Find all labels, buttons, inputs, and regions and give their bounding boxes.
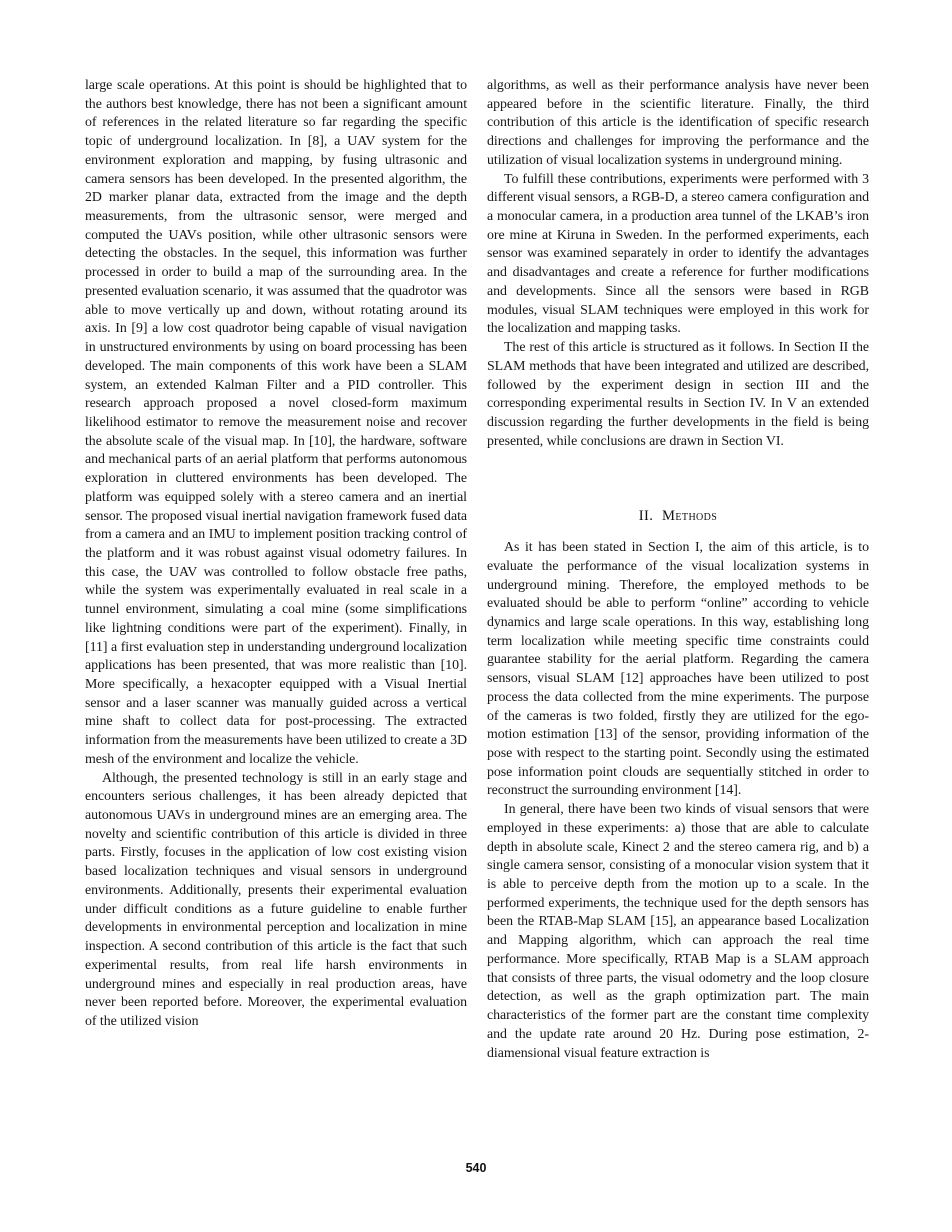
paragraph: large scale operations. At this point is should be highlighted that to the authors best knowledge, there has not been a significant amount of references in the related literature so far regarding the specific topic of underground localization. In [8], a UAV system for the environment exploration and mapping, by fusing ultrasonic and camera sensors has been developed. In the presented algorithm, the 2D marker planar data, extracted from the image and the depth measurements, from the ultrasonic sensor, were merged and computed the UAVs position, while other ultrasonic sensors were detecting the obstacles. In the sequel, this information was further processed in order to build a map of the surrounding area. In the presented evaluation scenario, it was assumed that the quadrotor was able to move vertically up and down, without rotating around its axis. In [9] a low cost quadrotor being capable of visual navigation in unstructured environments by using on board processing has been developed. The main components of this work have been a SLAM system, an extended Kalman Filter and a PID controller. This research approach proposed a novel closed-form maximum likelihood estimator to remove the measurement noise and recover the absolute scale of the visual map. In [10], the hardware, software and mechanical parts of an aerial platform that performs autonomous exploration in cluttered environments has been developed. The platform was equipped solely with a stereo camera and an inertial sensor. The proposed visual inertial navigation framework fused data from a camera and an IMU to implement position tracking control of the platform and it was robust against visual odometry failures. In this case, the UAV was controlled to follow obstacle free paths, while the system was experimentally evaluated in real scale in a tunnel environment, simulating a coal mine (some simplifications like lightning conditions were part of the experiment). Finally, in [11] a first evaluation step in understanding underground localization applications has been presented, that was more realistic than [10]. More specifically, a hexacopter equipped with a Visual Inertial sensor and a laser scanner was manually guided across a vertical mine shaft to collect data for post-processing. The extracted information from the measurements have been utilized to create a 3D mesh of the environment and localize the vehicle. bbox=[85, 78, 467, 767]
paragraph: As it has been stated in Section I, the aim of this article, is to evaluate the performance of the visual localization systems in underground mining. Therefore, the employed methods to be evaluated should be able to perform “online” according to vehicle dynamics and large scale operations. In this way, establishing long term localization while meeting specific time constraints could guarantee stability for the aerial platform. Regarding the camera sensors, visual SLAM [12] approaches have been utilized to post process the data collected from the mine experiments. The purpose of the cameras is two folded, firstly they are utilized for the ego-motion estimation [13] of the sensor, providing information of the pose with respect to the starting point. Secondly using the estimated pose information point clouds are sequentially stitched in order to reconstruct the surrounding environment [14]. bbox=[487, 540, 869, 799]
section-heading-methods bbox=[487, 507, 869, 526]
page-number: 540 bbox=[465, 1161, 487, 1175]
section-number: II. bbox=[638, 508, 654, 525]
section-title: Methods bbox=[662, 508, 718, 525]
paragraph: The rest of this article is structured as it follows. In Section II the SLAM methods that have been integrated and utilized are described, followed by the experiment design in section III and the corresponding experimental results in Section IV. In V an extended discussion regarding the further developments in the field is being presented, while conclusions are drawn in Section VI. bbox=[487, 340, 869, 449]
left-column bbox=[85, 77, 467, 1032]
paragraph: algorithms, as well as their performance analysis have never been appeared before in the scientific literature. Finally, the third contribution of this article is the identification of specific research directions and challenges for improving the performance and the utilization of visual localization systems in underground mining. bbox=[487, 78, 869, 168]
paragraph: In general, there have been two kinds of visual sensors that were employed in these experiments: a) those that are able to calculate depth in absolute scale, Kinect 2 and the stereo camera rig, and b) a single camera sensor, consisting of a monocular vision system that it is able to perceive depth from the motion up to a scale. In the performed experiments, the technique used for the depth sensors has been the RTAB-Map SLAM [15], an appearance based Localization and Mapping algorithm, which can approach the real time performance. More specifically, RTAB Map is a SLAM approach that consists of three parts, the visual odometry and the loop closure detection, as well as the graph optimization part. The main characteristics of the former part are the constant time complexity and the update rate around 20 Hz. During pose estimation, 2-diamensional visual feature extraction is bbox=[487, 802, 869, 1061]
right-column bbox=[487, 77, 869, 1063]
paragraph: Although, the presented technology is still in an early stage and encounters serious challenges, it has been already depicted that autonomous UAVs in underground mines are an emerging area. The novelty and scientific contribution of this article is divided in three parts. Firstly, focuses in the application of low cost existing vision based localization techniques and visual sensors in underground environments. Additionally, presents their experimental evaluation under difficult conditions as a future guideline to enable further developments in environmental perception and localization in mine inspection. A second contribution of this article is the fact that such experimental results, from real life harsh environments in underground mines and especially in real production areas, have never been reported before. Moreover, the experimental evaluation of the utilized vision bbox=[85, 770, 467, 1029]
paragraph: To fulfill these contributions, experiments were performed with 3 different visual sensors, a RGB-D, a stereo camera configuration and a monocular camera, in a production area tunnel of the LKAB’s iron ore mine at Kiruna in Sweden. In the performed experiments, each sensor was examined separately in order to identify the advantages and disadvantages and create a reference for further modifications and developments. Since all the sensors were based in RGB modules, visual SLAM techniques were employed in this work for the localization and mapping tasks. bbox=[487, 171, 869, 337]
